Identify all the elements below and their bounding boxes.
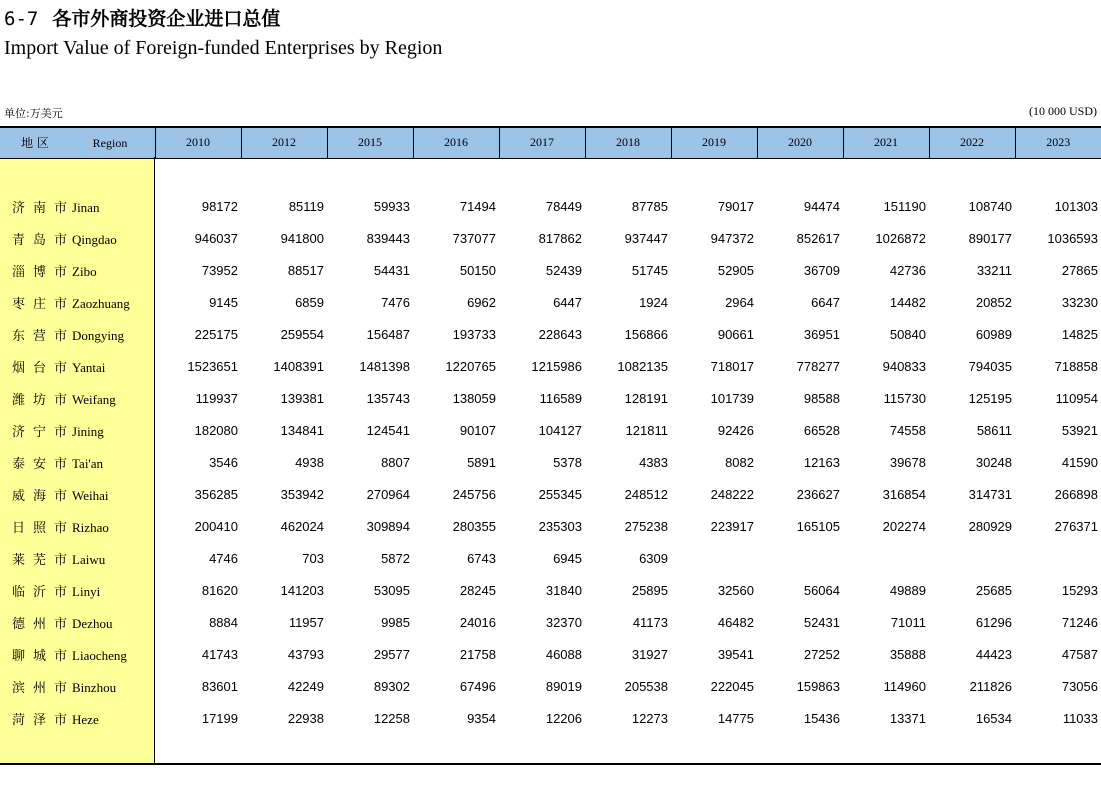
value-cell: 52905 (717, 262, 754, 278)
region-name-cn: 聊城市 (12, 648, 76, 664)
region-name-en: Laiwu (72, 551, 106, 567)
value-cell: 1215986 (531, 358, 582, 374)
value-cell: 59933 (373, 198, 410, 214)
value-cell: 73952 (201, 262, 238, 278)
value-cell: 53095 (373, 582, 410, 598)
region-cell (0, 606, 155, 638)
region-name-en: Linyi (72, 583, 101, 599)
value-cell: 718858 (1054, 358, 1098, 374)
year-header-2022: 2022 (929, 127, 1015, 158)
value-cell: 139381 (280, 390, 324, 406)
value-cell: 135743 (366, 390, 410, 406)
region-header (0, 127, 155, 158)
value-cell: 236627 (796, 486, 840, 502)
region-name-cn: 德州市 (12, 616, 76, 632)
value-cell: 61296 (975, 614, 1012, 630)
region-name-en: Dezhou (72, 615, 113, 631)
value-cell: 89302 (373, 678, 410, 694)
value-cell: 8807 (381, 454, 410, 470)
value-cell: 13371 (889, 710, 926, 726)
table-row (0, 414, 1101, 446)
value-cell: 87785 (631, 198, 668, 214)
value-cell: 98172 (201, 198, 238, 214)
value-cell: 51745 (631, 262, 668, 278)
value-cell: 6743 (467, 550, 496, 566)
value-cell: 8884 (209, 614, 238, 630)
region-cell (0, 414, 155, 446)
value-cell: 116589 (539, 390, 582, 406)
region-name-cn: 莱芜市 (12, 552, 76, 568)
value-cell: 205538 (624, 678, 668, 694)
value-cell: 275238 (624, 518, 668, 534)
value-cell: 44423 (975, 646, 1012, 662)
region-name-cn: 菏泽市 (12, 712, 76, 728)
region-name-cn: 济宁市 (12, 424, 76, 440)
value-cell: 138059 (452, 390, 496, 406)
region-cell (0, 542, 155, 574)
value-cell: 36951 (803, 326, 840, 342)
value-cell: 159863 (796, 678, 840, 694)
year-header-2023: 2023 (1015, 127, 1101, 158)
value-cell: 52431 (803, 614, 840, 630)
region-name-cn: 威海市 (12, 488, 76, 504)
table-row (0, 574, 1101, 606)
value-cell: 71011 (890, 614, 926, 630)
table-header-row (0, 127, 1101, 158)
table-row (0, 254, 1101, 286)
value-cell: 462024 (280, 518, 324, 534)
bottom-rule (0, 763, 1101, 765)
value-cell: 946037 (194, 230, 238, 246)
value-cell: 78449 (545, 198, 582, 214)
page-title-en: Import Value of Foreign-funded Enterprises by Region (4, 37, 443, 59)
region-name-en: Zaozhuang (72, 295, 130, 311)
value-cell: 60989 (975, 326, 1012, 342)
value-cell: 4938 (295, 454, 324, 470)
value-cell: 47587 (1061, 646, 1098, 662)
value-cell: 211826 (969, 678, 1012, 694)
value-cell: 6309 (639, 550, 668, 566)
value-cell: 14482 (889, 294, 926, 310)
region-header-cn: 地 区 (21, 136, 49, 151)
region-name-cn: 东营市 (12, 328, 76, 344)
value-cell: 52439 (545, 262, 582, 278)
table-row (0, 190, 1101, 222)
value-cell: 79017 (717, 198, 754, 214)
value-cell: 156866 (624, 326, 668, 342)
value-cell: 259554 (280, 326, 324, 342)
value-cell: 1481398 (359, 358, 410, 374)
value-cell (843, 542, 929, 574)
table-row (0, 542, 1101, 574)
value-cell: 6962 (467, 294, 496, 310)
value-cell: 22938 (287, 710, 324, 726)
value-cell: 6647 (811, 294, 840, 310)
region-name-en: Dongying (72, 327, 125, 343)
region-name-cn: 临沂市 (12, 584, 76, 600)
region-cell (0, 574, 155, 606)
value-cell: 266898 (1054, 486, 1098, 502)
value-cell: 88517 (287, 262, 324, 278)
value-cell: 353942 (280, 486, 324, 502)
value-cell: 6859 (295, 294, 324, 310)
region-name-en: Zibo (72, 263, 97, 279)
value-cell: 58611 (976, 422, 1012, 438)
value-cell: 104127 (538, 422, 582, 438)
value-cell: 223917 (710, 518, 754, 534)
value-cell: 937447 (624, 230, 668, 246)
value-cell: 73056 (1061, 678, 1098, 694)
value-cell: 35888 (889, 646, 926, 662)
value-cell (929, 542, 1015, 574)
value-cell: 8082 (725, 454, 754, 470)
value-cell: 314731 (968, 486, 1012, 502)
year-header-2018: 2018 (585, 127, 671, 158)
region-name-cn: 济南市 (12, 200, 76, 216)
value-cell: 83601 (201, 678, 238, 694)
value-cell: 270964 (366, 486, 410, 502)
region-name-en: Qingdao (72, 231, 117, 247)
value-cell: 248222 (710, 486, 754, 502)
table-row (0, 382, 1101, 414)
value-cell: 101303 (1054, 198, 1098, 214)
value-cell: 165105 (796, 518, 840, 534)
value-cell: 12258 (373, 710, 410, 726)
value-cell: 81620 (201, 582, 238, 598)
title-cn-text: 各市外商投资企业进口总值 (52, 8, 281, 30)
value-cell: 852617 (796, 230, 840, 246)
value-cell: 11033 (1062, 710, 1098, 726)
value-cell: 115730 (883, 390, 926, 406)
region-name-cn: 青岛市 (12, 232, 76, 248)
region-name-cn: 日照市 (12, 520, 76, 536)
value-cell: 5891 (467, 454, 496, 470)
value-cell: 53921 (1061, 422, 1098, 438)
value-cell: 14825 (1061, 326, 1098, 342)
value-cell: 200410 (194, 518, 238, 534)
value-cell: 151190 (883, 198, 926, 214)
value-cell: 12206 (545, 710, 582, 726)
table-row (0, 702, 1101, 734)
value-cell (1015, 542, 1101, 574)
value-cell: 25685 (975, 582, 1012, 598)
table-row (0, 606, 1101, 638)
value-cell: 276371 (1054, 518, 1098, 534)
value-cell: 1523651 (187, 358, 238, 374)
value-cell: 15436 (803, 710, 840, 726)
value-cell: 309894 (366, 518, 410, 534)
table-row (0, 638, 1101, 670)
region-header-en: Region (92, 136, 128, 151)
value-cell: 50150 (459, 262, 496, 278)
value-cell: 4746 (209, 550, 238, 566)
value-cell: 124541 (366, 422, 410, 438)
year-header-2015: 2015 (327, 127, 413, 158)
value-cell: 31840 (545, 582, 582, 598)
value-cell: 947372 (710, 230, 754, 246)
value-cell: 98588 (803, 390, 840, 406)
value-cell: 222045 (710, 678, 754, 694)
unit-label-cn: 单位:万美元 (4, 107, 63, 120)
value-cell: 248512 (624, 486, 668, 502)
value-cell: 28245 (459, 582, 496, 598)
region-cell (0, 190, 155, 222)
value-cell: 108740 (968, 198, 1012, 214)
value-cell: 21758 (459, 646, 496, 662)
table-row (0, 446, 1101, 478)
table-row (0, 222, 1101, 254)
value-cell: 1220765 (445, 358, 496, 374)
region-cell (0, 478, 155, 510)
value-cell: 16534 (975, 710, 1012, 726)
value-cell: 101739 (710, 390, 754, 406)
value-cell: 32560 (717, 582, 754, 598)
value-cell: 121811 (625, 422, 668, 438)
value-cell (671, 542, 757, 574)
year-header-2020: 2020 (757, 127, 843, 158)
column-divider (154, 157, 155, 764)
value-cell: 29577 (373, 646, 410, 662)
region-name-en: Heze (72, 711, 99, 727)
value-cell: 32370 (545, 614, 582, 630)
value-cell: 39678 (889, 454, 926, 470)
value-cell: 182080 (194, 422, 238, 438)
value-cell: 890177 (968, 230, 1012, 246)
value-cell: 737077 (452, 230, 496, 246)
value-cell: 50840 (889, 326, 926, 342)
value-cell: 5872 (381, 550, 410, 566)
region-cell (0, 350, 155, 382)
value-cell: 17199 (201, 710, 238, 726)
value-cell: 46482 (717, 614, 754, 630)
value-cell: 27252 (803, 646, 840, 662)
table-row (0, 670, 1101, 702)
region-name-cn: 淄博市 (12, 264, 76, 280)
page-title-cn (4, 4, 280, 31)
value-cell: 235303 (538, 518, 582, 534)
region-cell (0, 222, 155, 254)
value-cell: 9145 (209, 294, 238, 310)
value-cell: 5378 (553, 454, 582, 470)
value-cell: 817862 (538, 230, 582, 246)
value-cell: 11957 (288, 614, 324, 630)
value-cell: 941800 (280, 230, 324, 246)
value-cell: 128191 (624, 390, 668, 406)
value-cell: 41743 (201, 646, 238, 662)
value-cell: 228643 (538, 326, 582, 342)
value-cell: 940833 (882, 358, 926, 374)
value-cell: 1924 (639, 294, 668, 310)
value-cell: 25895 (631, 582, 668, 598)
value-cell: 14775 (717, 710, 754, 726)
region-name-en: Weihai (72, 487, 109, 503)
table-spacer-row (0, 158, 1101, 190)
value-cell: 356285 (194, 486, 238, 502)
value-cell: 20852 (975, 294, 1012, 310)
value-cell: 125195 (968, 390, 1012, 406)
value-cell: 3546 (209, 454, 238, 470)
table-number: 6-7 (4, 8, 39, 30)
year-header-2019: 2019 (671, 127, 757, 158)
value-cell: 36709 (803, 262, 840, 278)
value-cell: 839443 (366, 230, 410, 246)
year-header-2017: 2017 (499, 127, 585, 158)
value-cell: 42249 (287, 678, 324, 694)
region-name-cn: 潍坊市 (12, 392, 76, 408)
value-cell: 12273 (631, 710, 668, 726)
value-cell: 71246 (1061, 614, 1098, 630)
value-cell: 134841 (280, 422, 324, 438)
value-cell: 12163 (803, 454, 840, 470)
value-cell: 1408391 (273, 358, 324, 374)
region-cell (0, 382, 155, 414)
value-cell: 1036593 (1047, 230, 1098, 246)
value-cell: 778277 (796, 358, 840, 374)
value-cell: 67496 (459, 678, 496, 694)
value-cell (757, 542, 843, 574)
value-cell: 202274 (882, 518, 926, 534)
value-cell: 280355 (452, 518, 496, 534)
value-cell: 66528 (803, 422, 840, 438)
value-cell: 245756 (452, 486, 496, 502)
region-cell (0, 286, 155, 318)
value-cell: 7476 (381, 294, 410, 310)
value-cell: 280929 (968, 518, 1012, 534)
value-cell: 156487 (366, 326, 410, 342)
value-cell: 41173 (632, 614, 668, 630)
value-cell: 794035 (968, 358, 1012, 374)
value-cell: 193733 (452, 326, 496, 342)
table-row (0, 350, 1101, 382)
value-cell: 33211 (976, 262, 1012, 278)
value-cell: 39541 (717, 646, 754, 662)
value-cell: 30248 (975, 454, 1012, 470)
region-name-en: Jining (72, 423, 104, 439)
value-cell: 1082135 (617, 358, 668, 374)
value-cell: 27865 (1061, 262, 1098, 278)
value-cell: 90661 (717, 326, 754, 342)
value-cell: 316854 (882, 486, 926, 502)
value-cell: 703 (302, 550, 324, 566)
value-cell: 56064 (803, 582, 840, 598)
unit-label-en: (10 000 USD) (1029, 104, 1097, 118)
region-name-cn: 泰安市 (12, 456, 76, 472)
value-cell: 71494 (459, 198, 496, 214)
year-header-2021: 2021 (843, 127, 929, 158)
value-cell: 92426 (717, 422, 754, 438)
value-cell: 1026872 (875, 230, 926, 246)
region-name-en: Rizhao (72, 519, 109, 535)
region-cell (0, 446, 155, 478)
region-name-en: Weifang (72, 391, 116, 407)
region-cell (0, 318, 155, 350)
year-header-2012: 2012 (241, 127, 327, 158)
value-cell: 74558 (889, 422, 926, 438)
value-cell: 9985 (381, 614, 410, 630)
value-cell: 94474 (803, 198, 840, 214)
region-name-en: Tai'an (72, 455, 104, 471)
value-cell: 85119 (288, 198, 324, 214)
value-cell: 42736 (889, 262, 926, 278)
value-cell: 89019 (545, 678, 582, 694)
value-cell: 54431 (373, 262, 410, 278)
import-value-table (0, 126, 1101, 734)
value-cell: 119937 (195, 390, 238, 406)
value-cell: 141203 (280, 582, 324, 598)
value-cell: 255345 (538, 486, 582, 502)
value-cell: 225175 (194, 326, 238, 342)
region-name-en: Liaocheng (72, 647, 127, 663)
value-cell: 46088 (545, 646, 582, 662)
value-cell: 41590 (1061, 454, 1098, 470)
value-cell: 43793 (287, 646, 324, 662)
value-cell: 2964 (725, 294, 754, 310)
region-name-en: Jinan (72, 199, 100, 215)
region-name-cn: 烟台市 (12, 360, 76, 376)
region-cell (0, 510, 155, 542)
value-cell: 31927 (631, 646, 668, 662)
value-cell: 90107 (459, 422, 496, 438)
region-name-en: Binzhou (72, 679, 117, 695)
region-cell (0, 670, 155, 702)
value-cell: 718017 (710, 358, 754, 374)
table-row (0, 510, 1101, 542)
value-cell: 114960 (883, 678, 926, 694)
value-cell: 6945 (553, 550, 582, 566)
value-cell: 9354 (467, 710, 496, 726)
year-header-2016: 2016 (413, 127, 499, 158)
value-cell: 6447 (553, 294, 582, 310)
region-cell (0, 702, 155, 734)
value-cell: 15293 (1061, 582, 1098, 598)
value-cell: 110954 (1055, 390, 1098, 406)
table-row (0, 286, 1101, 318)
value-cell: 24016 (459, 614, 496, 630)
table-row (0, 478, 1101, 510)
region-cell (0, 638, 155, 670)
table-row (0, 318, 1101, 350)
value-cell: 49889 (889, 582, 926, 598)
region-cell (0, 254, 155, 286)
value-cell: 33230 (1061, 294, 1098, 310)
region-name-en: Yantai (72, 359, 106, 375)
value-cell: 4383 (639, 454, 668, 470)
region-name-cn: 滨州市 (12, 680, 76, 696)
region-name-cn: 枣庄市 (12, 296, 76, 312)
year-header-2010: 2010 (155, 127, 241, 158)
